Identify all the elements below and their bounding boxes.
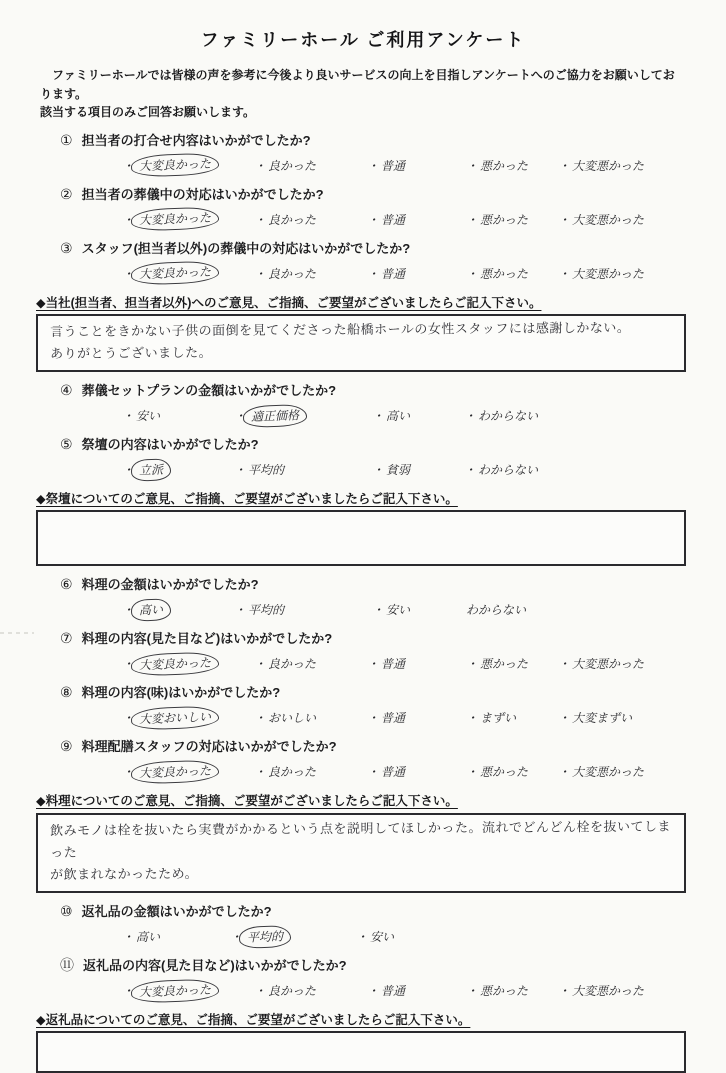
option-bullet: ・: [122, 711, 135, 726]
option-label: 良かった: [268, 266, 317, 281]
question-block: [60, 629, 686, 674]
question-text: 担当者の葬儀中の対応はいかがでしたか?: [81, 186, 324, 202]
option-bullet: ・: [122, 212, 135, 227]
answer-option: [254, 763, 367, 780]
question-block: [60, 683, 686, 728]
options-row: [122, 707, 686, 728]
question-text: 料理の内容(味)はいかがでしたか?: [81, 685, 281, 701]
options-row: [122, 926, 686, 947]
comment-header: ◆祭壇についてのご意見、ご指摘、ご要望がございましたらご記入下さい。: [36, 492, 458, 507]
selected-option-circle: 高い: [131, 598, 172, 621]
comment-box: [36, 1031, 686, 1073]
selected-option-circle: 大変良かった: [131, 153, 220, 178]
answer-option: [466, 157, 558, 174]
form-body: [36, 131, 686, 1073]
option-bullet: ・: [558, 212, 571, 227]
option-bullet: ・: [122, 765, 135, 780]
option-bullet: ・: [558, 657, 571, 672]
option-label: 普通: [381, 158, 406, 173]
option-bullet: ・: [122, 409, 135, 424]
answer-option: [122, 601, 234, 618]
question-block: [60, 902, 686, 947]
option-label: 普通: [381, 765, 406, 780]
option-bullet: ・: [234, 409, 247, 424]
answer-option: [464, 461, 538, 478]
answer-option: [558, 211, 644, 228]
option-bullet: ・: [372, 409, 385, 424]
question-block: [60, 435, 686, 480]
answer-option: [558, 709, 632, 726]
option-label: 悪かった: [480, 984, 529, 998]
answer-option: [254, 655, 367, 672]
answer-option: [122, 461, 234, 478]
answer-option: [122, 655, 254, 672]
option-bullet: ・: [254, 711, 267, 726]
option-bullet: ・: [122, 463, 135, 478]
question-line: [60, 575, 686, 594]
option-bullet: ・: [254, 657, 267, 672]
option-label: 大変悪かった: [572, 266, 645, 281]
answer-option: [558, 763, 644, 780]
answer-option: [254, 265, 367, 282]
option-label: 大変悪かった: [572, 657, 645, 672]
question-line: [60, 131, 686, 150]
answer-option: [122, 709, 254, 726]
option-label: 悪かった: [480, 765, 529, 780]
selected-option-circle: 適正価格: [243, 404, 308, 428]
question-number: ⑧: [60, 684, 73, 701]
question-line: [60, 185, 686, 204]
answer-option: [466, 709, 558, 726]
option-bullet: ・: [372, 463, 385, 478]
handwritten-comment-line: が飲まれなかったため。: [50, 865, 199, 882]
question-number: ④: [60, 382, 73, 399]
question-line: [60, 381, 686, 400]
question-block: [60, 239, 686, 284]
answer-option: [464, 407, 538, 424]
option-label: 安い: [370, 930, 395, 944]
question-line: [60, 902, 686, 921]
answer-option: [558, 655, 644, 672]
selected-option-circle: 大変良かった: [131, 651, 220, 676]
comment-box: [36, 314, 686, 372]
answer-option: [367, 655, 466, 672]
option-label: 大変悪かった: [572, 984, 645, 998]
question-block: [60, 956, 686, 1001]
answer-option: [466, 982, 558, 999]
answer-option: [254, 709, 367, 726]
option-bullet: ・: [122, 930, 135, 944]
question-line: [60, 683, 686, 702]
question-text: 返礼品の金額はいかがでしたか?: [81, 904, 272, 919]
handwritten-comment-line: ありがとうございました。: [50, 344, 213, 362]
option-label: 大変悪かった: [572, 158, 645, 173]
option-label: 普通: [381, 212, 406, 227]
question-number: ①: [60, 131, 73, 148]
question-number: ②: [60, 185, 73, 202]
question-line: [60, 956, 686, 975]
comment-section: [36, 1012, 686, 1073]
answer-option: [464, 601, 526, 618]
question-number: ⑪: [60, 957, 74, 973]
option-bullet: ・: [466, 158, 479, 173]
answer-option: [254, 982, 367, 999]
option-label: 高い: [136, 930, 161, 944]
selected-option-circle: 立派: [131, 458, 172, 481]
selected-option-circle: 平均的: [239, 925, 292, 949]
option-label: 大変まずい: [572, 711, 633, 726]
question-block: [60, 575, 686, 620]
comment-box: [36, 813, 686, 893]
option-bullet: ・: [558, 158, 571, 173]
option-label: まずい: [480, 711, 517, 726]
selected-option-circle: 大変良かった: [131, 207, 220, 232]
options-row: [122, 155, 686, 176]
answer-option: [367, 763, 466, 780]
question-number: ⑤: [60, 436, 73, 453]
option-bullet: ・: [466, 657, 479, 672]
option-bullet: ・: [367, 212, 380, 227]
option-bullet: ・: [464, 409, 477, 424]
option-bullet: ・: [230, 930, 243, 944]
answer-option: [372, 601, 464, 618]
selected-option-circle: 大変良かった: [131, 759, 220, 784]
answer-option: [367, 211, 466, 228]
answer-option: [466, 655, 558, 672]
answer-option: [372, 407, 464, 424]
option-bullet: ・: [466, 765, 479, 780]
answer-option: [367, 982, 466, 999]
answer-option: [367, 709, 466, 726]
question-number: ⑨: [60, 738, 73, 755]
comment-section: [36, 295, 686, 372]
question-text: スタッフ(担当者以外)の葬儀中の対応はいかがでしたか?: [81, 240, 411, 256]
answer-option: [234, 407, 372, 424]
question-text: 担当者の打合せ内容はいかがでしたか?: [81, 132, 311, 148]
answer-option: [466, 211, 558, 228]
options-row: [122, 653, 686, 674]
option-bullet: ・: [122, 657, 135, 672]
option-label: 普通: [381, 266, 406, 281]
option-label: 平均的: [248, 603, 285, 618]
option-bullet: ・: [234, 603, 247, 618]
options-row: [122, 459, 686, 480]
option-bullet: ・: [367, 657, 380, 672]
question-line: [60, 629, 686, 648]
comment-box: [36, 510, 686, 566]
answer-option: [234, 461, 372, 478]
option-label: 良かった: [268, 158, 317, 173]
answer-option: [254, 157, 367, 174]
option-label: 安い: [136, 409, 161, 424]
answer-option: [230, 928, 356, 945]
answer-option: [122, 407, 234, 424]
option-bullet: ・: [234, 463, 247, 478]
question-number: ⑥: [60, 576, 73, 593]
option-label: 大変悪かった: [572, 765, 645, 780]
handwritten-comment-line: 言うことをきかない子供の面倒を見てくださった船橋ホールの女性スタッフには感謝しかない。: [50, 319, 631, 340]
question-block: [60, 131, 686, 176]
option-label: 普通: [381, 984, 406, 998]
option-label: 普通: [381, 711, 406, 726]
option-bullet: ・: [558, 984, 571, 998]
option-bullet: ・: [254, 765, 267, 780]
option-bullet: ・: [367, 984, 380, 998]
option-label: 悪かった: [480, 266, 529, 281]
answer-option: [367, 265, 466, 282]
options-row: [122, 980, 686, 1001]
option-bullet: ・: [122, 984, 135, 998]
selected-option-circle: 大変おいしい: [131, 705, 220, 730]
option-bullet: ・: [372, 603, 385, 618]
option-bullet: ・: [122, 603, 135, 618]
comment-section: [36, 491, 686, 566]
intro-paragraph: [40, 66, 686, 122]
question-block: [60, 185, 686, 230]
comment-section: [36, 793, 686, 893]
option-bullet: ・: [356, 930, 369, 944]
option-bullet: ・: [558, 711, 571, 726]
option-label: 大変悪かった: [572, 212, 645, 227]
scan-artifact: [0, 632, 34, 634]
options-row: [122, 209, 686, 230]
answer-option: [558, 982, 644, 999]
option-bullet: ・: [122, 158, 135, 173]
option-label: 悪かった: [480, 212, 529, 227]
option-label: おいしい: [268, 711, 317, 726]
option-label: 良かった: [268, 657, 317, 672]
options-row: [122, 263, 686, 284]
option-bullet: ・: [464, 463, 477, 478]
answer-option: [466, 265, 558, 282]
question-text: 返礼品の内容(見た目など)はいかがでしたか?: [83, 958, 347, 973]
question-text: 料理の内容(見た目など)はいかがでしたか?: [81, 631, 333, 647]
selected-option-circle: 大変良かった: [131, 261, 220, 286]
option-bullet: ・: [466, 711, 479, 726]
answer-option: [122, 265, 254, 282]
handwritten-comment-line: 飲みモノは栓を抜いたら実費がかかるという点を説明してほしかった。流れでどんどん栓を抜いてしまった: [50, 818, 671, 860]
page-title: ファミリーホール ご利用アンケート: [200, 30, 526, 50]
answer-option: [558, 157, 644, 174]
option-label: 良かった: [268, 765, 317, 780]
selected-option-circle: 大変良かった: [131, 978, 220, 1003]
question-line: [60, 737, 686, 756]
answer-option: [367, 157, 466, 174]
answer-option: [372, 461, 464, 478]
option-label: 悪かった: [480, 657, 529, 672]
question-text: 葬儀セットプランの金額はいかがでしたか?: [81, 383, 337, 399]
question-line: [60, 435, 686, 454]
option-label: 良かった: [268, 212, 317, 227]
option-label: 良かった: [268, 984, 317, 998]
option-bullet: ・: [254, 266, 267, 281]
answer-option: [234, 601, 372, 618]
answer-option: [122, 763, 254, 780]
option-label: わからない: [478, 409, 539, 424]
question-number: ③: [60, 239, 73, 256]
options-row: [122, 405, 686, 426]
question-block: [60, 381, 686, 426]
option-bullet: ・: [558, 765, 571, 780]
intro-line: ファミリーホールでは皆様の声を参考に今後より良いサービスの向上を目指しアンケートへのご協力をお願いしております。: [40, 68, 675, 101]
options-row: [122, 761, 686, 782]
option-label: 高い: [386, 409, 411, 424]
answer-option: [254, 211, 367, 228]
comment-header: ◆当社(担当者、担当者以外)へのご意見、ご指摘、ご要望がございましたらご記入下さい。: [36, 295, 542, 310]
answer-option: [356, 928, 394, 945]
option-bullet: ・: [466, 984, 479, 998]
option-bullet: ・: [367, 266, 380, 281]
comment-header: ◆料理についてのご意見、ご指摘、ご要望がございましたらご記入下さい。: [36, 794, 458, 809]
option-bullet: ・: [466, 266, 479, 281]
question-block: [60, 737, 686, 782]
question-text: 料理の金額はいかがでしたか?: [81, 577, 259, 593]
option-bullet: ・: [367, 711, 380, 726]
option-bullet: ・: [254, 158, 267, 173]
question-text: 料理配膳スタッフの対応はいかがでしたか?: [81, 739, 337, 755]
option-bullet: ・: [367, 158, 380, 173]
option-bullet: ・: [254, 984, 267, 998]
option-bullet: ・: [558, 266, 571, 281]
option-bullet: ・: [367, 765, 380, 780]
answer-option: [122, 982, 254, 999]
option-label: わからない: [478, 463, 539, 478]
options-row: [122, 599, 686, 620]
option-label: わからない: [466, 603, 527, 618]
answer-option: [122, 157, 254, 174]
comment-header: ◆返礼品についてのご意見、ご指摘、ご要望がございましたらご記入下さい。: [36, 1013, 471, 1027]
option-bullet: ・: [254, 212, 267, 227]
question-number: ⑦: [60, 630, 73, 647]
option-label: 平均的: [248, 463, 285, 478]
option-label: 普通: [381, 657, 406, 672]
question-line: [60, 239, 686, 258]
option-label: 悪かった: [480, 158, 529, 173]
intro-line: 該当する項目のみご回答お願いします。: [40, 105, 256, 120]
question-text: 祭壇の内容はいかがでしたか?: [81, 437, 259, 453]
option-label: 貧弱: [386, 463, 411, 478]
answer-option: [122, 928, 230, 945]
question-number: ⑩: [60, 903, 73, 919]
answer-option: [122, 211, 254, 228]
answer-option: [466, 763, 558, 780]
answer-option: [558, 265, 644, 282]
option-bullet: ・: [122, 266, 135, 281]
option-bullet: ・: [466, 212, 479, 227]
option-label: 安い: [386, 603, 411, 618]
